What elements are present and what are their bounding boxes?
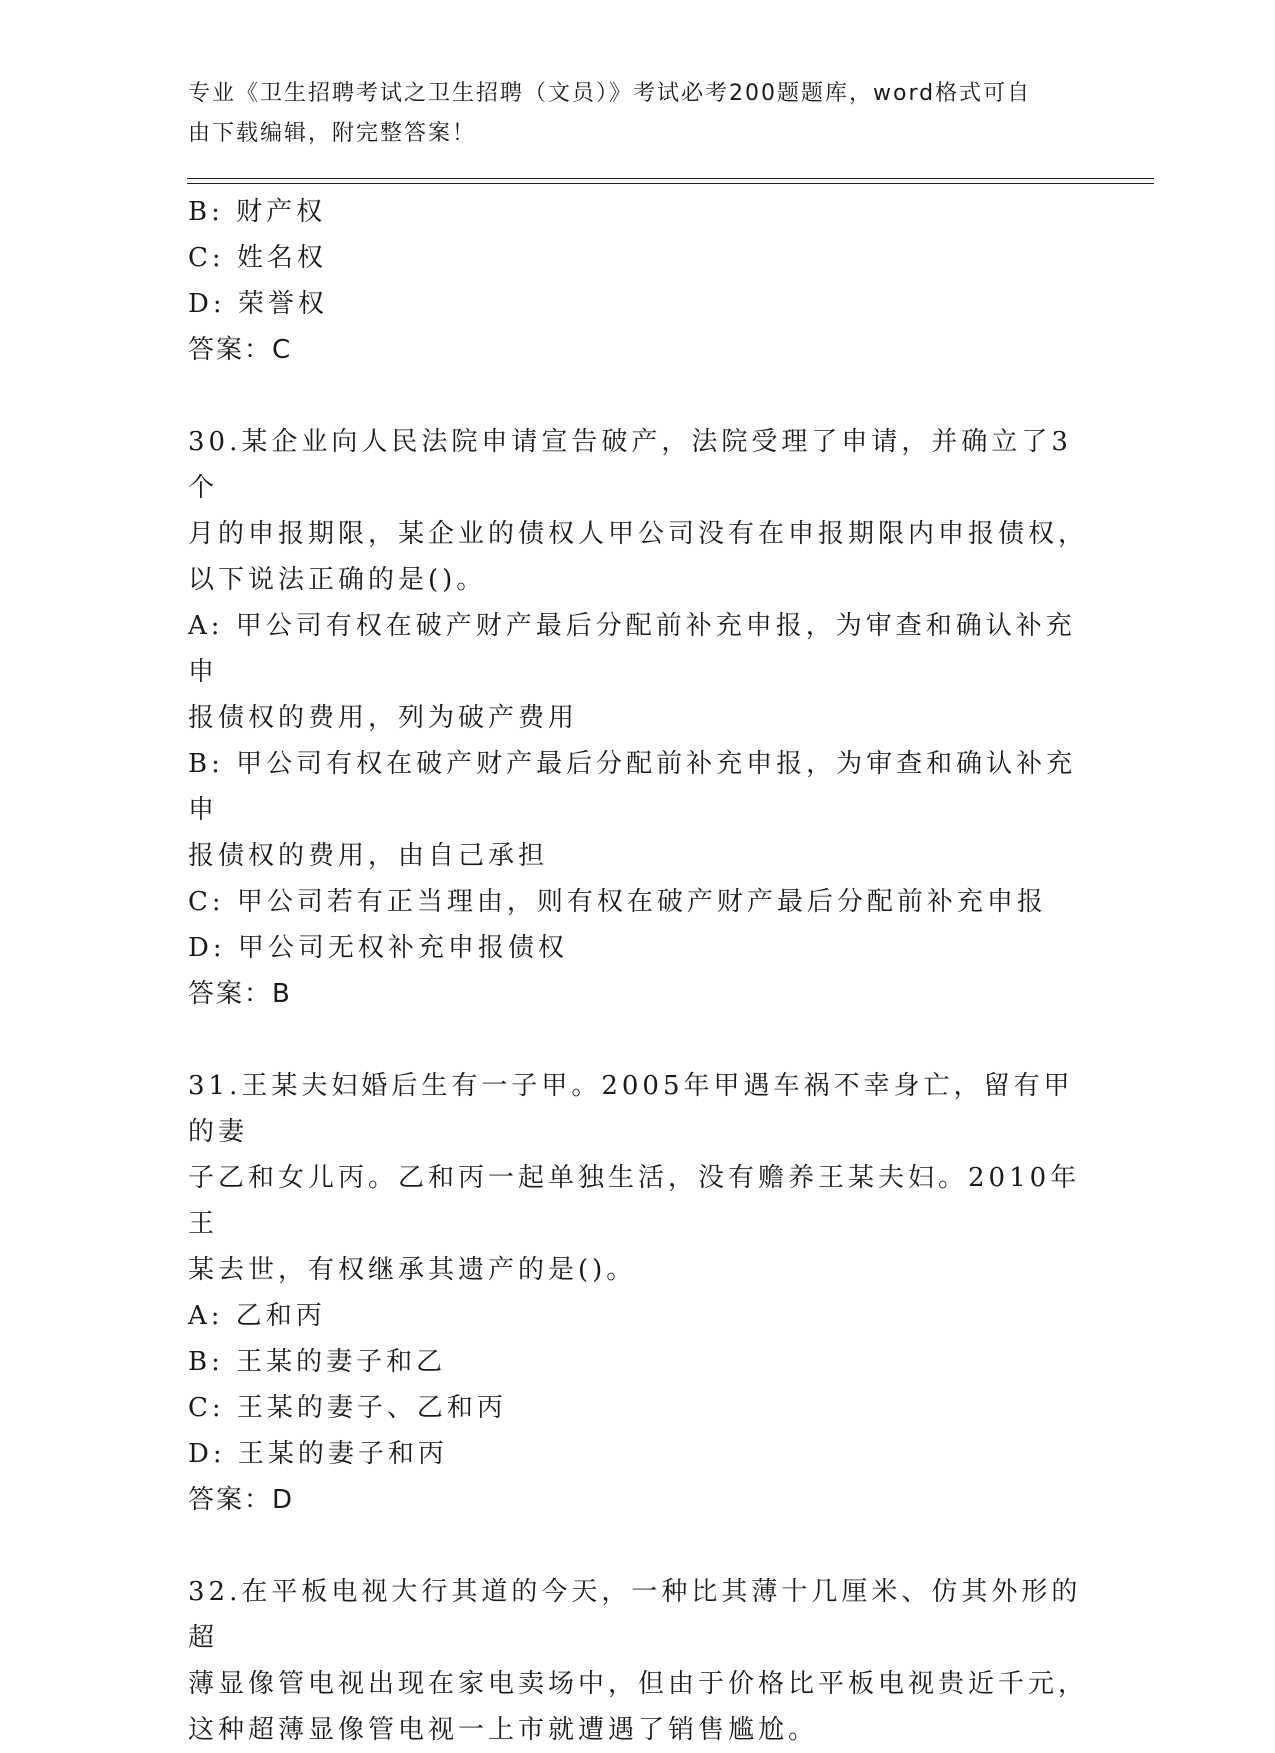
option-a-continued: 报债权的费用，列为破产费用 <box>188 703 579 733</box>
question-stem-line: 这种超薄显像管电视一上市就遭遇了销售尴尬。 <box>188 1715 819 1745</box>
question-stem-line: 31.王某夫妇婚后生有一子甲。2005年甲遇车祸不幸身亡，留有甲的妻 <box>188 1071 1074 1147</box>
question-stem-line: 32.在平板电视大行其道的今天，一种比其薄十几厘米、仿其外形的超 <box>188 1577 1082 1653</box>
question-31 <box>188 1063 1088 1523</box>
document-body <box>188 189 1088 1753</box>
question-30 <box>188 419 1088 1017</box>
header-line-1: 专业《卫生招聘考试之卫生招聘（文员）》考试必考200题题库，word格式可自 <box>188 81 1032 106</box>
spacer <box>188 1523 1088 1569</box>
option-b-continued: 报债权的费用，由自己承担 <box>188 841 549 871</box>
option-c: C: 姓名权 <box>188 243 327 273</box>
option-c: C: 甲公司若有正当理由，则有权在破产财产最后分配前补充申报 <box>188 887 1047 917</box>
document-header <box>188 74 1068 154</box>
question-stem-line: 薄显像管电视出现在家电卖场中，但由于价格比平板电视贵近千元， <box>188 1669 1089 1699</box>
header-divider-bottom <box>187 183 1154 184</box>
question-stem-line: 30.某企业向人民法院申请宣告破产，法院受理了申请，并确立了3个 <box>188 427 1072 503</box>
option-d: D: 甲公司无权补充申报债权 <box>188 933 568 963</box>
answer-label: 答案：D <box>188 1485 295 1515</box>
answer-label: 答案：B <box>188 979 292 1009</box>
option-d: D: 王某的妻子和丙 <box>188 1439 448 1469</box>
spacer <box>188 373 1088 419</box>
option-a: A: 乙和丙 <box>188 1301 326 1331</box>
option-d: D: 荣誉权 <box>188 289 328 319</box>
answer-label: 答案：C <box>188 335 293 365</box>
header-divider-top <box>187 178 1154 179</box>
question-stem-line: 某去世，有权继承其遗产的是()。 <box>188 1255 637 1285</box>
option-b: B: 财产权 <box>188 197 327 227</box>
question-29-continued <box>188 189 1088 373</box>
option-b: B: 甲公司有权在破产财产最后分配前补充申报，为审查和确认补充申 <box>188 749 1077 825</box>
option-c: C: 王某的妻子、乙和丙 <box>188 1393 507 1423</box>
question-32 <box>188 1569 1088 1753</box>
header-line-2: 由下载编辑，附完整答案！ <box>188 121 477 146</box>
option-a: A: 甲公司有权在破产财产最后分配前补充申报，为审查和确认补充申 <box>188 611 1076 687</box>
option-b: B: 王某的妻子和乙 <box>188 1347 447 1377</box>
question-stem-line: 子乙和女儿丙。乙和丙一起单独生活，没有赡养王某夫妇。2010年王 <box>188 1163 1081 1239</box>
spacer <box>188 1017 1088 1063</box>
question-stem-line: 以下说法正确的是()。 <box>188 565 487 595</box>
question-stem-line: 月的申报期限，某企业的债权人甲公司没有在申报期限内申报债权， <box>188 519 1089 549</box>
